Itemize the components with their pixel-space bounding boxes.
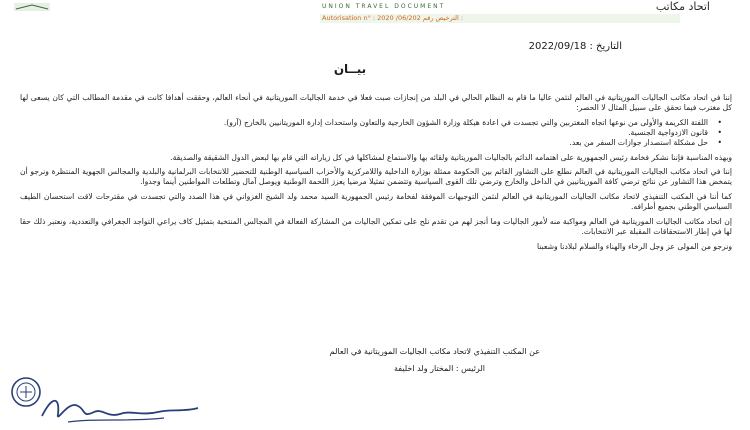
letterhead-logo-icon [12,0,52,12]
paragraph-prayer: ونرجو من المولى عز وجل الرخاء والهناء والسلام لبلادنا وشعبنا [537,241,732,251]
letterhead-arabic-title: اتحاد مكاتب [655,0,710,13]
document-title: بيــان [333,62,367,76]
handwritten-signature-icon [38,388,203,428]
paragraph-consultation: إننا في اتحاد مكاتب الجاليات الموريتانية في العالم نطلع على التشاور القائم بين الحكومة ممثلة بوزارة الداخلية واللامركزية والأحزاب السياسية الوطنية للتحضير للانتخابات البرلمانية والبلدية والمجالس الجهوية المنتظرة ونرجو أن يتمخض هذا التشاور عن نتائج ترضي كافة الموريتانيين في الداخل والخارج وترضي تلك القوى السياسية وتتضمن تمثيلا مرضيا يعزز اللحمة الوطنية ويوصل آمال وتطلعات المواطنين أينما وجدوا. [20,167,732,187]
paragraph-representation: إن اتحاد مكاتب الجاليات الموريتانية في العالم ومواكبة منه لأمور الجاليات وما أنجز لهم من تقدم نلح على تمكين الجاليات من المشاركة الفعالة في المجالس المنتخبة بتمثيل كاف يراعي التواجد الجغرافي والتعددية، ونعتبر ذلك حقا لها في إطار الاستحقاقات المقبلة عبر الانتخابات. [20,217,732,236]
list-item: • اللفتة الكريمة والأولى من نوعها اتجاه المغتربين والتي تجسدت في اعادة هيكلة وزارة الشؤون الخارجية والتعاون واستحداث إدارة الموريتانيين بالخارج (آرو). [20,118,708,128]
letterhead-latin-title: UNION TRAVEL DOCUMENT [322,3,446,10]
list-item: • حل مشكلة استصدار جوازات السفر من بعد. [20,138,708,148]
accreditation-number: Autorisation n° : 2020 /06/202 الترخيص رقم : [322,14,464,22]
signing-organization: عن المكتب التنفيذي لاتحاد مكاتب الجاليات الموريتانية في العالم [329,347,540,356]
paragraph-achievements: إننا في اتحاد مكاتب الجاليات الموريتانية في العالم لنثمن عاليا ما قام به النظام الحالي في البلد من إنجازات صبت فعلا في خدمة الجاليات الموريتانية في أنحاء العالم، وحققت أهدافا كانت في مقدمة المطالب التي كان يسعى لها كل مغترب فيما تحقق على سبيل المثال لا الحصر: [20,93,732,112]
paragraph-thanks: وبهذه المناسبة فإننا نشكر فخامة رئيس الجمهورية على اهتمامه الدائم بالجاليات الموريتانية ولقائه بها والاستماع لمشاكلها في كل زياراته التي قام بها لبعض الدول الشقيقة والصديقة. [170,152,732,162]
achievements-list [20,118,732,148]
list-item: • قانون الازدواجية الجنسية. [20,128,708,138]
document-body [20,93,732,257]
signatory-name: الرئيس : المختار ولد اخليفة [393,364,485,373]
document-date: التاريخ : 2022/09/18 [528,41,622,52]
paragraph-directives: كما أننا في المكتب التنفيذي لاتحاد مكاتب الجاليات الموريتانية في العالم لنثمن التوجيهات الموفقة لفخامة رئيس الجمهورية السيد محمد ولد الشيخ الغزواني في هذا الصدد والتي تجسدت في مقترحات لاقت استحسان الطيف السياسي الوطني بجميع أطرافه. [20,192,732,212]
